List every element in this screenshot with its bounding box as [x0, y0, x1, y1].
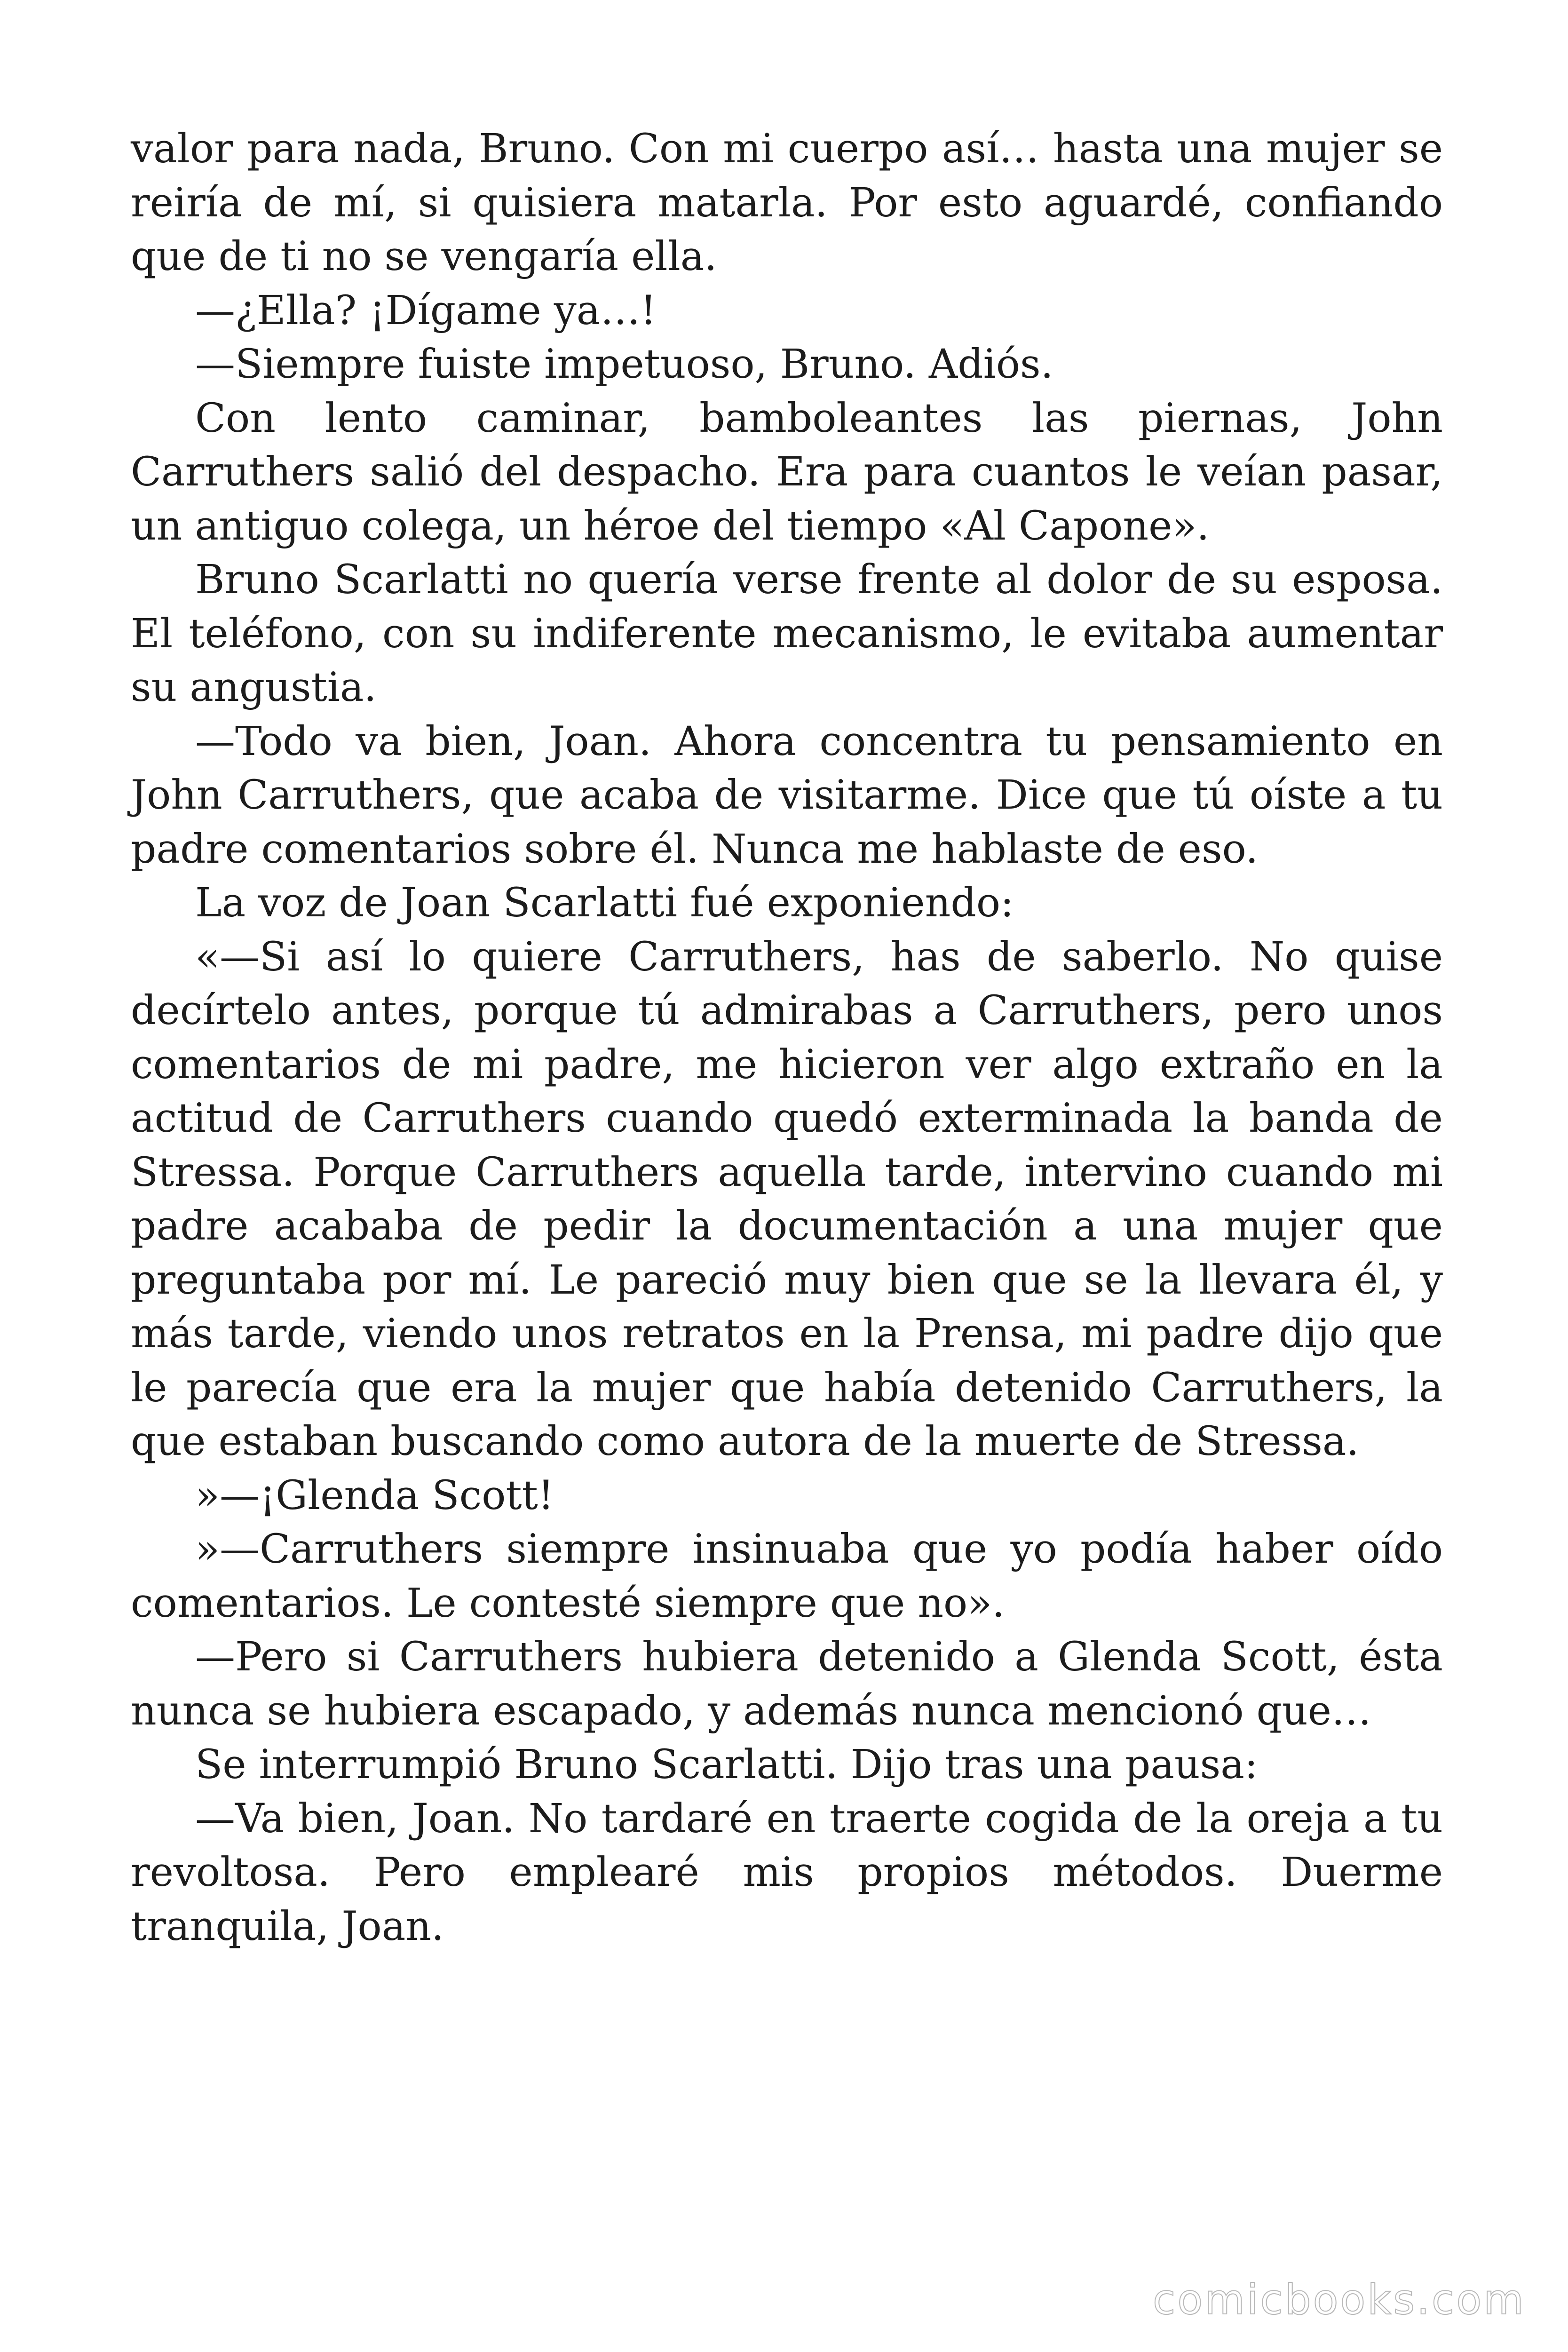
paragraph: —Pero si Carruthers hubiera detenido a Glenda Scott, ésta nunca se hubiera escapado, y además nunca mencionó que… [131, 1634, 1443, 1734]
paragraph: —Siempre fuiste impetuoso, Bruno. Adiós. [195, 341, 1053, 388]
body-text [131, 122, 1443, 1954]
paragraph: Bruno Scarlatti no quería verse frente al dolor de su esposa. El teléfono, con su indiferente mecanismo, le evitaba aumentar su angustia. [131, 556, 1443, 711]
paragraph: La voz de Joan Scarlatti fué exponiendo: [195, 880, 1014, 926]
paragraph: —Todo va bien, Joan. Ahora concentra tu pensamiento en John Carruthers, que acaba de visitarme. Dice que tú oíste a tu padre comentarios sobre él. Nunca me hablaste de eso. [131, 718, 1443, 873]
paragraph: Se interrumpió Bruno Scarlatti. Dijo tras una pausa: [195, 1741, 1258, 1788]
paragraph: —Va bien, Joan. No tardaré en traerte cogida de la oreja a tu revoltosa. Pero emplearé mis propios métodos. Duerme tranquila, Joan. [131, 1795, 1443, 1950]
paragraph: »—¡Glenda Scott! [195, 1472, 554, 1519]
watermark-text: comicbooks.com [1152, 2275, 1526, 2324]
paragraph: valor para nada, Bruno. Con mi cuerpo así… hasta una mujer se reiría de mí, si quisiera matarla. Por esto aguardé, confiando que de ti no se vengaría ella. [131, 126, 1443, 280]
paragraph: «—Si así lo quiere Carruthers, has de saberlo. No quise decírtelo antes, porque tú admirabas a Carruthers, pero unos comentarios de mi padre, me hicieron ver algo extraño en la actitud de Carruthers cuando quedó exterminada la banda de Stressa. Porque Carruthers aquella tarde, intervino cuando mi padre acababa de pedir la documentación a una mujer que preguntaba por mí. Le pareció muy bien que se la llevara él, y más tarde, viendo unos retratos en la Prensa, mi padre dijo que le parecía que era la mujer que había detenido Carruthers, la que estaban buscando como autora de la muerte de Stressa. [131, 933, 1443, 1465]
paragraph: —¿Ella? ¡Dígame ya…! [195, 287, 657, 334]
paragraph: »—Carruthers siempre insinuaba que yo podía haber oído comentarios. Le contesté siempre que no». [131, 1526, 1443, 1627]
paragraph: Con lento caminar, bamboleantes las piernas, John Carruthers salió del despacho. Era para cuantos le veían pasar, un antiguo colega, un héroe del tiempo «Al Capone». [131, 395, 1443, 549]
